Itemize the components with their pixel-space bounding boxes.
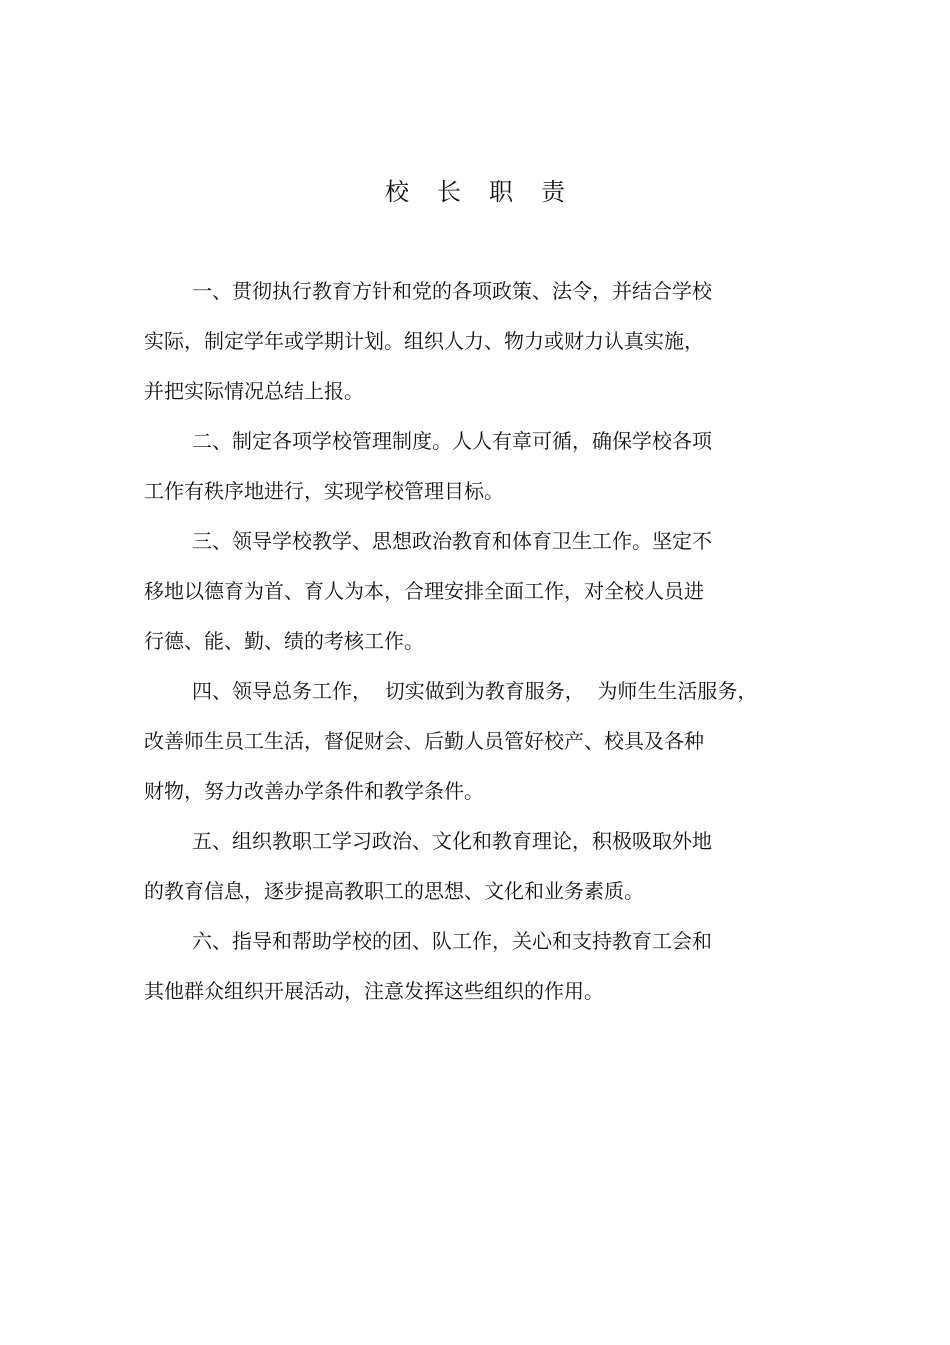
paragraph-5-line-2: 的教育信息，逐步提高教职工的思想、文化和业务素质。 (144, 879, 644, 903)
title-char: 校 (385, 178, 409, 206)
title-char: 长 (437, 178, 461, 206)
title-char: 职 (489, 178, 513, 206)
paragraph-3-line-1: 三、领导学校教学、思想政治教育和体育卫生工作。坚定不 (192, 529, 712, 553)
paragraph-4-line-3: 财物，努力改善办学条件和教学条件。 (144, 779, 484, 803)
paragraph-2-line-1: 二、制定各项学校管理制度。人人有章可循，确保学校各项 (192, 429, 712, 453)
paragraph-1-line-1: 一、贯彻执行教育方针和党的各项政策、法令，并结合学校 (192, 279, 712, 303)
paragraph-6-line-1: 六、指导和帮助学校的团、队工作，关心和支持教育工会和 (192, 929, 712, 953)
paragraph-4-line-1: 四、领导总务工作， 切实做到为教育服务， 为师生生活服务， (192, 679, 758, 703)
paragraph-1-line-3: 并把实际情况总结上报。 (144, 379, 364, 403)
paragraph-5-line-1: 五、组织教职工学习政治、文化和教育理论，积极吸取外地 (192, 829, 712, 853)
paragraph-4-line-2: 改善师生员工生活，督促财会、后勤人员管好校产、校具及各种 (144, 729, 704, 753)
title-char: 责 (541, 178, 565, 206)
paragraph-1-line-2: 实际，制定学年或学期计划。组织人力、物力或财力认真实施， (144, 329, 704, 353)
paragraph-3-line-2: 移地以德育为首、育人为本，合理安排全面工作，对全校人员进 (144, 579, 704, 603)
paragraph-2-line-2: 工作有秩序地进行，实现学校管理目标。 (144, 479, 504, 503)
document-title (0, 172, 950, 212)
paragraph-6-line-2: 其他群众组织开展活动，注意发挥这些组织的作用。 (144, 979, 604, 1003)
paragraph-3-line-3: 行德、能、勤、绩的考核工作。 (144, 629, 424, 653)
